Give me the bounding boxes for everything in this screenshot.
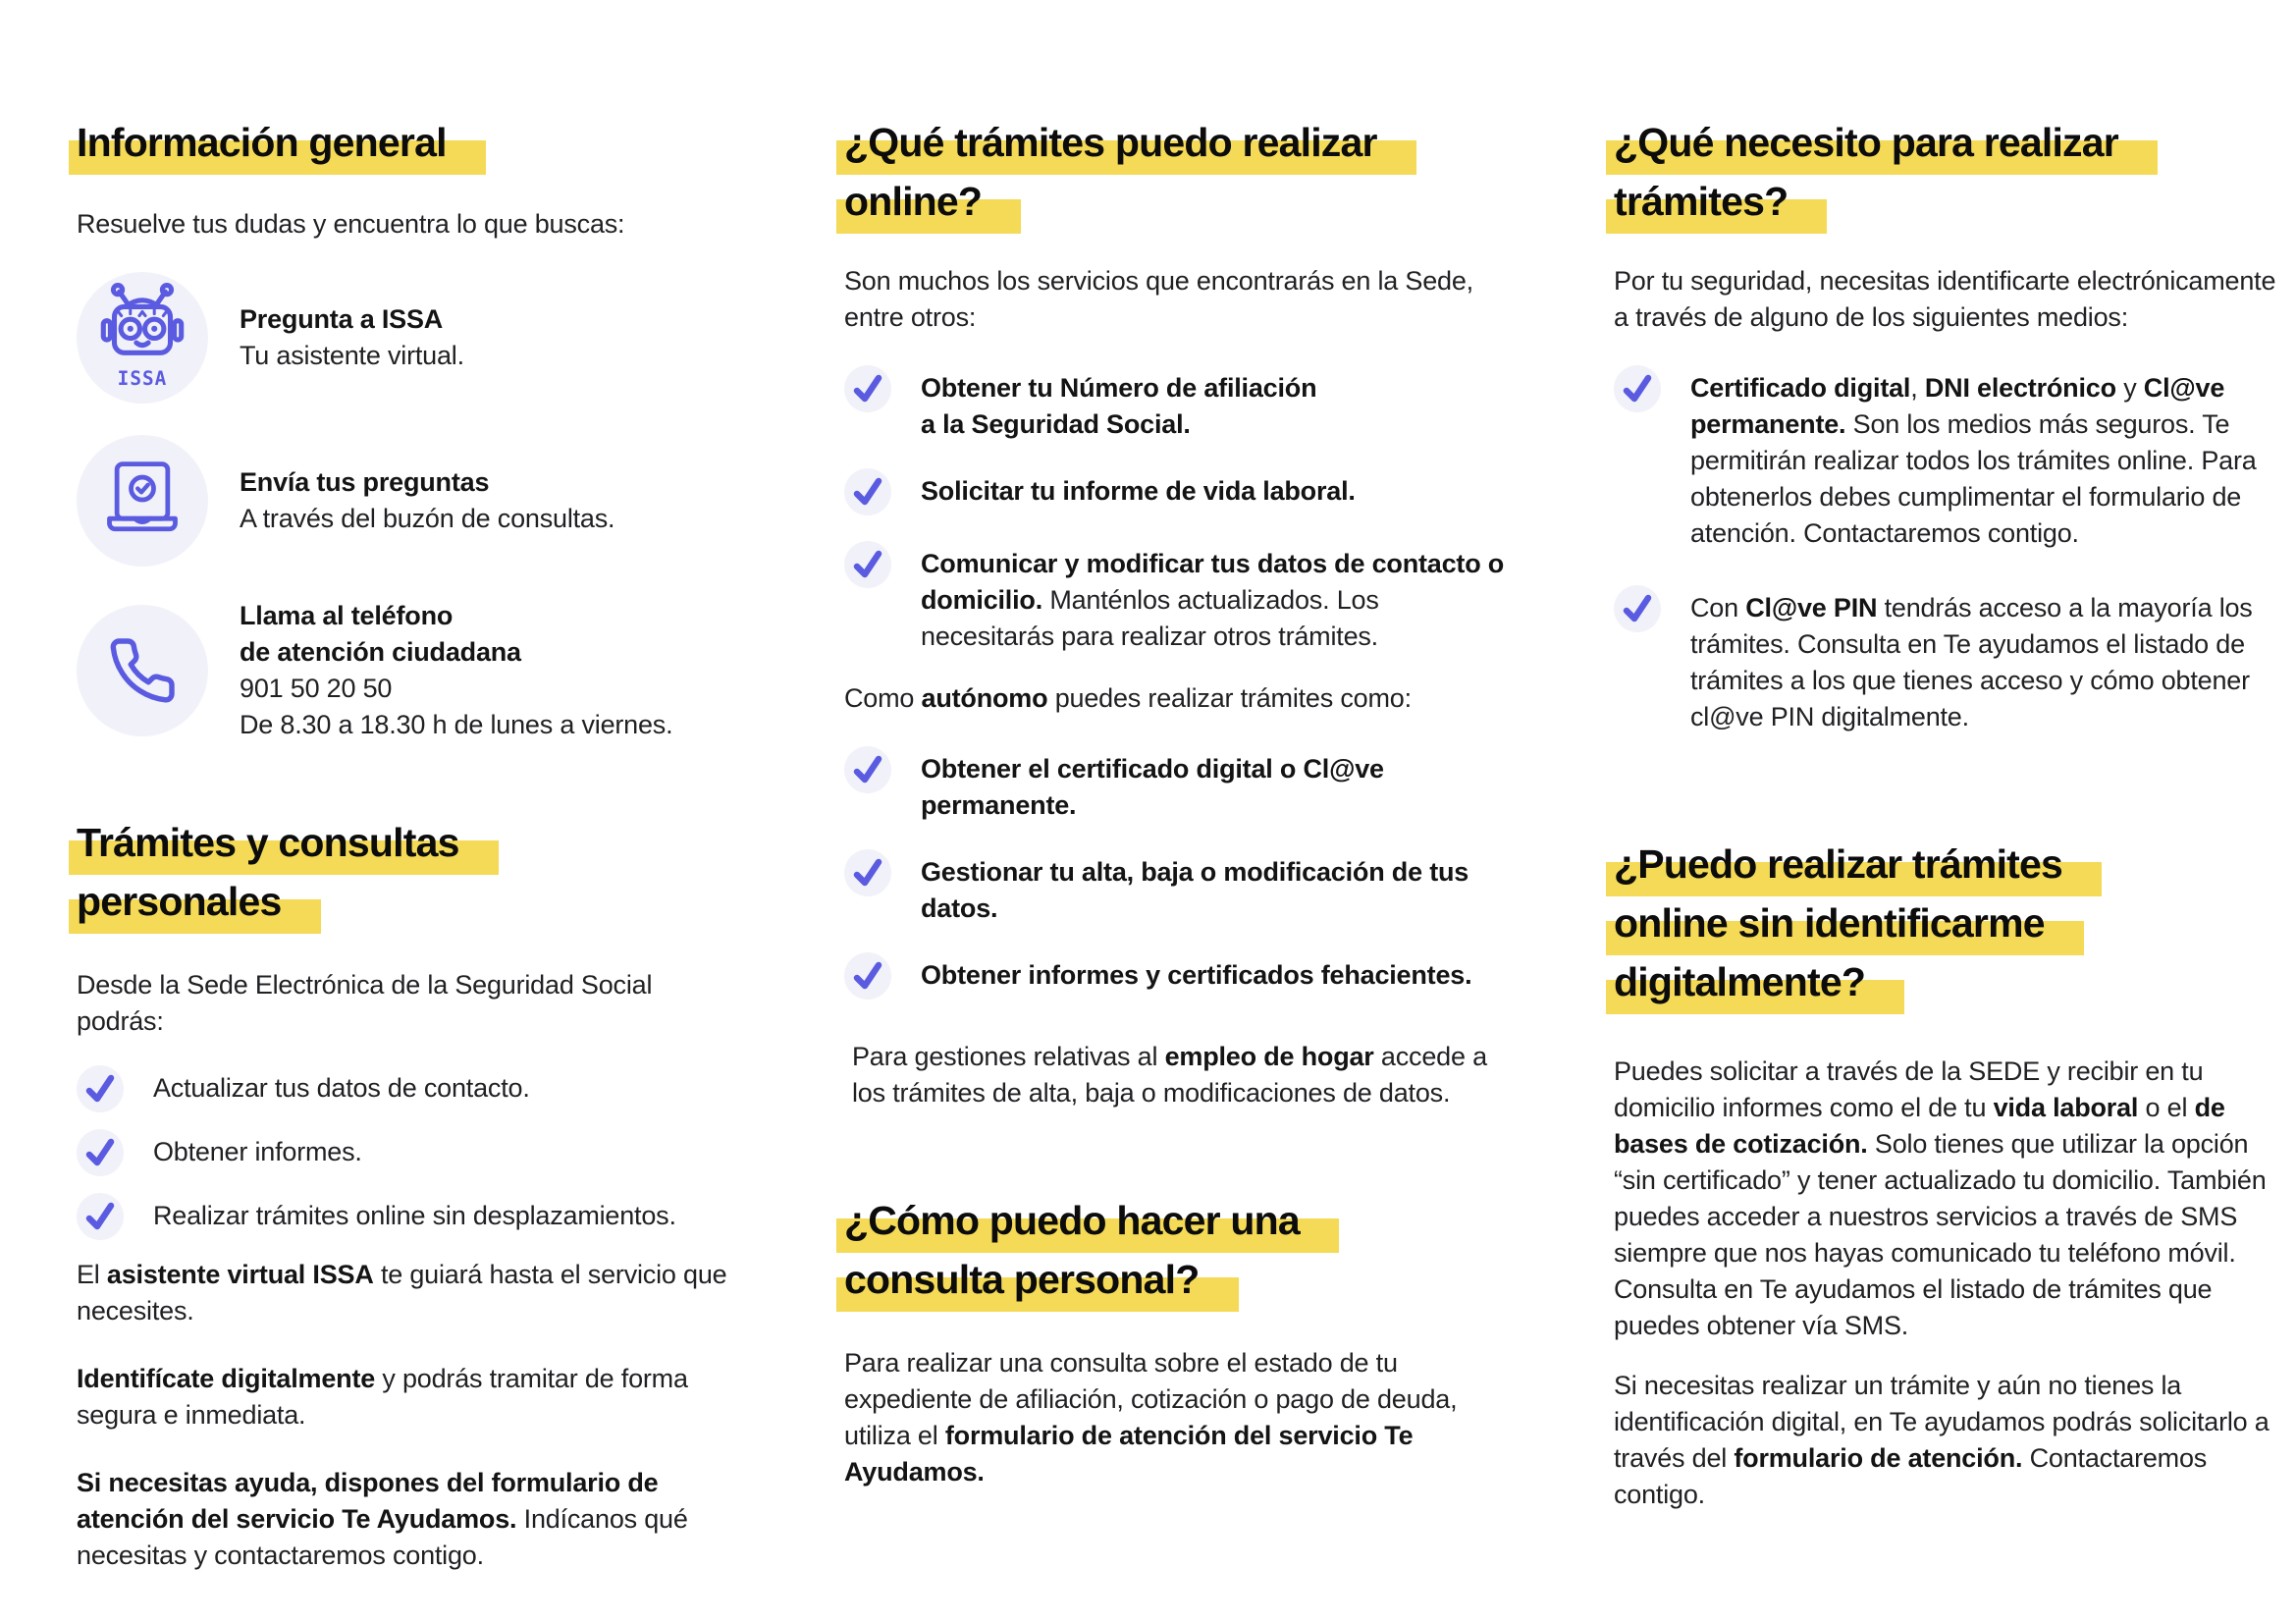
- check-icon: [77, 1065, 124, 1112]
- section-heading-tramites-consultas: [77, 816, 740, 934]
- check-icon: [844, 849, 891, 896]
- checklist-item-text: Obtener tu Número de afiliación a la Seguridad Social.: [921, 373, 1317, 439]
- intro-text: Resuelve tus dudas y encuentra lo que buscas:: [77, 209, 625, 239]
- contact-item-buzon: [77, 435, 740, 567]
- check-icon: [77, 1129, 124, 1176]
- section-heading-informacion-general: [77, 116, 740, 175]
- checklist-item-text: Gestionar tu alta, baja o modificación de tus datos.: [921, 857, 1469, 923]
- contact-item-telefono: [77, 598, 740, 743]
- intro-text: Por tu seguridad, necesitas identificarte electrónicamente a través de alguno de los siguientes medios:: [1614, 266, 2276, 332]
- intro-text: Son muchos los servicios que encontrarás en la Sede, entre otros:: [844, 266, 1473, 332]
- heading-highlight: online sin identificarme: [1606, 896, 2084, 955]
- paragraph: El asistente virtual ISSA te guiará hasta el servicio que necesites.: [77, 1260, 727, 1325]
- checklist-item: [844, 541, 1510, 655]
- paragraph-empleo-hogar: Para gestiones relativas al empleo de hogar accede a los trámites de alta, baja o modificaciones de datos.: [852, 1042, 1487, 1108]
- paragraph: Si necesitas ayuda, dispones del formulario de atención del servicio Te Ayudamos. Indícanos qué necesitas y contactaremos contigo.: [77, 1468, 688, 1570]
- checklist-item-text: Solicitar tu informe de vida laboral.: [921, 476, 1356, 506]
- checklist-item: [1614, 365, 2279, 552]
- contact-text: Envía tus preguntas A través del buzón de consultas.: [240, 467, 615, 533]
- heading-highlight: digitalmente?: [1606, 955, 1904, 1014]
- column-informacion-general: [77, 0, 740, 1605]
- checklist-item-text: Con Cl@ve PIN tendrás acceso a la mayoría los trámites. Consulta en Te ayudamos el listado de trámites a los que tienes acceso y cómo obtener cl@ve PIN digitalmente.: [1690, 593, 2253, 731]
- checklist-item-text: Obtener informes y certificados fehacientes.: [921, 960, 1472, 990]
- check-icon: [77, 1193, 124, 1240]
- issa-robot-icon: [77, 272, 208, 404]
- checklist-item-text: Obtener informes.: [153, 1137, 362, 1166]
- checklist-item: [77, 1129, 740, 1176]
- checklist-item: [844, 746, 1510, 824]
- contact-text: Pregunta a ISSA Tu asistente virtual.: [240, 304, 464, 370]
- check-icon: [844, 746, 891, 793]
- checklist-item: [844, 849, 1510, 927]
- checklist-item: [844, 365, 1510, 443]
- checklist-item: [844, 468, 1510, 515]
- heading-highlight: Información general: [69, 116, 486, 175]
- paragraph-formulario-atencion: Si necesitas realizar un trámite y aún no tienes la identificación digital, en Te ayudamos podrás solicitarlo a través del formulario de atención. Contactaremos contigo.: [1614, 1371, 2269, 1509]
- checklist-item-text: Comunicar y modificar tus datos de contacto o domicilio. Manténlos actualizados. Los necesitarás para realizar otros trámites.: [921, 549, 1505, 651]
- heading-highlight: ¿Qué trámites puedo realizar: [836, 116, 1416, 175]
- checklist: [844, 746, 1510, 1000]
- checklist-item-text: Certificado digital, DNI electrónico y Cl@ve permanente. Son los medios más seguros. Te permitirán realizar todos los trámites online. Para obtenerlos debes cumplimentar el formulario de atención. Contactaremos contigo.: [1690, 373, 2257, 548]
- contact-item-issa: [77, 272, 740, 404]
- checklist-item: [844, 952, 1510, 1000]
- heading-highlight: ¿Cómo puedo hacer una: [836, 1194, 1339, 1253]
- checklist: [77, 1065, 740, 1240]
- heading-highlight: Trámites y consultas: [69, 816, 499, 875]
- paragraph-autonomo: Como autónomo puedes realizar trámites como:: [844, 683, 1412, 713]
- column-que-necesito: [1614, 0, 2279, 1513]
- check-icon: [1614, 365, 1661, 412]
- heading-highlight: consulta personal?: [836, 1253, 1239, 1312]
- checklist-item: [77, 1065, 740, 1112]
- heading-highlight: trámites?: [1606, 175, 1827, 234]
- paragraph: Identifícate digitalmente y podrás tramitar de forma segura e inmediata.: [77, 1364, 688, 1430]
- checklist-item-text: Actualizar tus datos de contacto.: [153, 1073, 530, 1103]
- heading-highlight: personales: [69, 875, 321, 934]
- column-tramites-online: [844, 0, 1510, 1490]
- checklist-item: [1614, 585, 2279, 735]
- section-heading-que-tramites: [844, 116, 1510, 234]
- paragraph-consulta: Para realizar una consulta sobre el estado de tu expediente de afiliación, cotización o pago de deuda, utiliza el formulario de atención del servicio Te Ayudamos.: [844, 1348, 1458, 1487]
- laptop-check-icon: [77, 435, 208, 567]
- heading-highlight: ¿Puedo realizar trámites: [1606, 838, 2102, 896]
- check-icon: [844, 468, 891, 515]
- checklist-item-text: Obtener el certificado digital o Cl@ve permanente.: [921, 754, 1384, 820]
- section-heading-que-necesito: [1614, 116, 2279, 234]
- contact-channels-list: [77, 272, 740, 743]
- check-icon: [844, 952, 891, 1000]
- check-icon: [1614, 585, 1661, 632]
- checklist-item-text: Realizar trámites online sin desplazamientos.: [153, 1201, 676, 1230]
- checklist: [844, 365, 1510, 655]
- contact-text: Llama al teléfono de atención ciudadana 901 50 20 50 De 8.30 a 18.30 h de lunes a viernes.: [240, 601, 673, 739]
- checklist: [1614, 365, 2279, 735]
- paragraph-sede-sms: Puedes solicitar a través de la SEDE y recibir en tu domicilio informes como el de tu vida laboral o el de bases de cotización. Solo tienes que utilizar la opción “sin certificado” y tener actualizado tu domicilio. También puedes acceder a nuestros servicios a través de SMS siempre que nos hayas comunicado tu teléfono móvil. Consulta en Te ayudamos el listado de trámites que puedes obtener vía SMS.: [1614, 1056, 2267, 1340]
- phone-icon: [77, 605, 208, 736]
- intro-text: Desde la Sede Electrónica de la Seguridad Social podrás:: [77, 970, 653, 1036]
- check-icon: [844, 365, 891, 412]
- checklist-item: [77, 1193, 740, 1240]
- heading-highlight: ¿Qué necesito para realizar: [1606, 116, 2158, 175]
- paragraphs: [77, 1257, 740, 1574]
- section-heading-consulta-personal: [844, 1194, 1510, 1312]
- heading-highlight: online?: [836, 175, 1021, 234]
- section-heading-sin-identificarme: [1614, 838, 2279, 1014]
- issa-label: ISSA: [117, 366, 168, 390]
- check-icon: [844, 541, 891, 588]
